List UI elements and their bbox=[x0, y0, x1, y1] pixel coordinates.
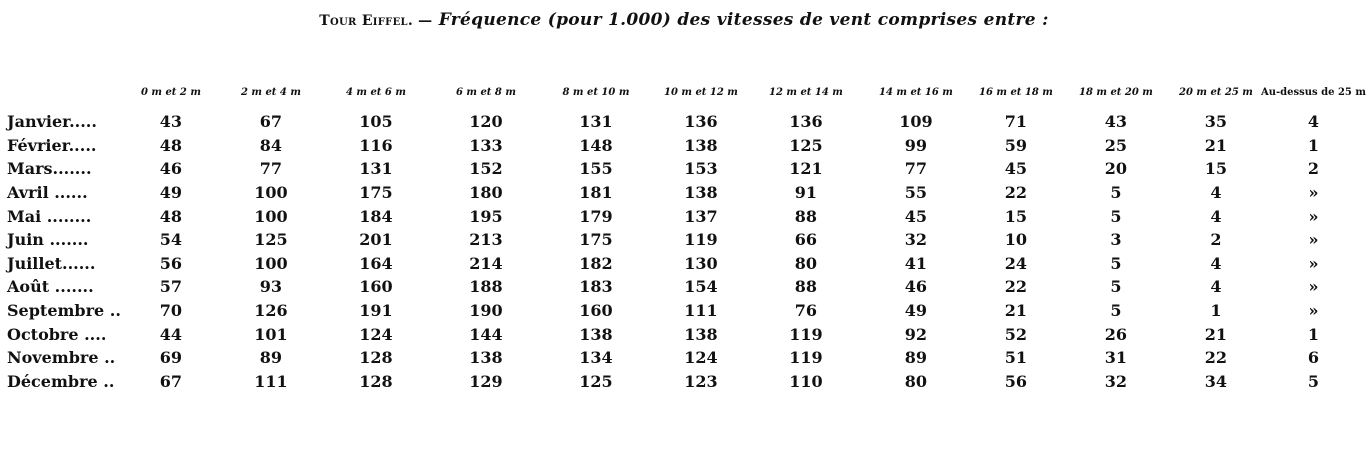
month-cell: Janvier..... bbox=[7, 112, 97, 132]
value-cell: 46 bbox=[904, 277, 928, 297]
value-cell: 57 bbox=[159, 277, 183, 297]
column-header: 6 m et 8 m bbox=[455, 87, 516, 98]
value-cell: 56 bbox=[1004, 371, 1028, 391]
value-cell: 128 bbox=[359, 371, 393, 391]
value-cell: 80 bbox=[904, 371, 928, 391]
month-cell: Février..... bbox=[7, 135, 97, 155]
value-cell: 126 bbox=[254, 301, 288, 321]
value-cell: 190 bbox=[469, 301, 503, 321]
value-cell: 182 bbox=[579, 253, 613, 273]
value-cell: 100 bbox=[254, 206, 288, 226]
value-cell: 15 bbox=[1004, 206, 1028, 226]
value-cell: 195 bbox=[469, 206, 503, 226]
value-cell: 129 bbox=[469, 371, 503, 391]
value-cell: 1 bbox=[1307, 324, 1319, 344]
value-cell: 4 bbox=[1210, 206, 1222, 226]
value-cell: 125 bbox=[254, 230, 288, 250]
column-header: 4 m et 6 m bbox=[345, 87, 406, 98]
value-cell: 191 bbox=[359, 301, 393, 321]
header-row bbox=[4, 72, 1366, 110]
value-cell: 22 bbox=[1004, 277, 1028, 297]
value-cell: 71 bbox=[1004, 112, 1028, 132]
value-cell: 124 bbox=[684, 348, 718, 368]
column-header: Au-dessus de 25 m bbox=[1260, 87, 1366, 98]
value-cell: 43 bbox=[159, 112, 183, 132]
value-cell: 119 bbox=[789, 324, 823, 344]
value-cell: » bbox=[1308, 277, 1319, 297]
column-header: 8 m et 10 m bbox=[562, 87, 630, 98]
value-cell: 5 bbox=[1110, 183, 1122, 203]
value-cell: 105 bbox=[359, 112, 393, 132]
value-cell: 154 bbox=[684, 277, 718, 297]
value-cell: 21 bbox=[1004, 301, 1028, 321]
month-cell: Avril ...... bbox=[7, 183, 88, 203]
value-cell: 56 bbox=[159, 253, 183, 273]
value-cell: 99 bbox=[904, 135, 928, 155]
value-cell: 111 bbox=[684, 301, 718, 321]
value-cell: 4 bbox=[1210, 277, 1222, 297]
value-cell: 35 bbox=[1204, 112, 1228, 132]
value-cell: 1 bbox=[1307, 135, 1319, 155]
value-cell: 88 bbox=[794, 206, 818, 226]
column-header: 16 m et 18 m bbox=[978, 87, 1053, 98]
header-month bbox=[4, 72, 121, 110]
value-cell: 1 bbox=[1210, 301, 1222, 321]
value-cell: 175 bbox=[359, 183, 393, 203]
value-cell: 69 bbox=[159, 348, 183, 368]
month-cell: Décembre .. bbox=[7, 371, 115, 391]
value-cell: 21 bbox=[1204, 324, 1228, 344]
column-header: 12 m et 14 m bbox=[768, 87, 843, 98]
value-cell: 111 bbox=[254, 371, 288, 391]
value-cell: 3 bbox=[1110, 230, 1122, 250]
value-cell: » bbox=[1308, 230, 1319, 250]
wind-frequency-table bbox=[4, 72, 1366, 393]
value-cell: 153 bbox=[684, 159, 718, 179]
value-cell: 144 bbox=[469, 324, 503, 344]
value-cell: 70 bbox=[159, 301, 183, 321]
value-cell: 51 bbox=[1004, 348, 1028, 368]
value-cell: 5 bbox=[1110, 301, 1122, 321]
value-cell: 49 bbox=[159, 183, 183, 203]
column-header: 14 m et 16 m bbox=[878, 87, 953, 98]
value-cell: 24 bbox=[1004, 253, 1028, 273]
value-cell: 124 bbox=[359, 324, 393, 344]
table-body bbox=[4, 110, 1366, 393]
value-cell: 48 bbox=[159, 206, 183, 226]
value-cell: 22 bbox=[1004, 183, 1028, 203]
value-cell: 100 bbox=[254, 253, 288, 273]
value-cell: 138 bbox=[469, 348, 503, 368]
value-cell: 48 bbox=[159, 135, 183, 155]
value-cell: » bbox=[1308, 206, 1319, 226]
value-cell: 20 bbox=[1104, 159, 1128, 179]
value-cell: 188 bbox=[469, 277, 503, 297]
value-cell: 54 bbox=[159, 230, 183, 250]
month-cell: Août ....... bbox=[7, 277, 94, 297]
table-row bbox=[4, 134, 1366, 158]
value-cell: 155 bbox=[579, 159, 613, 179]
table-row bbox=[4, 110, 1366, 134]
table-row bbox=[4, 228, 1366, 252]
table-row bbox=[4, 346, 1366, 370]
value-cell: 119 bbox=[789, 348, 823, 368]
table-title bbox=[0, 10, 1368, 30]
value-cell: 201 bbox=[359, 230, 393, 250]
value-cell: 136 bbox=[684, 112, 718, 132]
value-cell: 184 bbox=[359, 206, 393, 226]
value-cell: 43 bbox=[1104, 112, 1128, 132]
value-cell: 4 bbox=[1210, 183, 1222, 203]
value-cell: 92 bbox=[904, 324, 928, 344]
value-cell: 136 bbox=[789, 112, 823, 132]
value-cell: 66 bbox=[794, 230, 818, 250]
value-cell: 138 bbox=[579, 324, 613, 344]
value-cell: 34 bbox=[1204, 371, 1228, 391]
value-cell: 21 bbox=[1204, 135, 1228, 155]
value-cell: 123 bbox=[684, 371, 718, 391]
value-cell: 125 bbox=[789, 135, 823, 155]
value-cell: 32 bbox=[904, 230, 928, 250]
value-cell: » bbox=[1308, 301, 1319, 321]
table-row bbox=[4, 204, 1366, 228]
column-header: 18 m et 20 m bbox=[1078, 87, 1153, 98]
value-cell: 133 bbox=[469, 135, 503, 155]
value-cell: 116 bbox=[359, 135, 393, 155]
value-cell: 45 bbox=[1004, 159, 1028, 179]
table-row bbox=[4, 181, 1366, 205]
value-cell: 77 bbox=[259, 159, 283, 179]
value-cell: 67 bbox=[259, 112, 283, 132]
value-cell: 67 bbox=[159, 371, 183, 391]
value-cell: 138 bbox=[684, 324, 718, 344]
value-cell: 131 bbox=[359, 159, 393, 179]
value-cell: 121 bbox=[789, 159, 823, 179]
month-cell: Mars....... bbox=[7, 159, 92, 179]
month-cell: Novembre .. bbox=[7, 348, 116, 368]
value-cell: 49 bbox=[904, 301, 928, 321]
value-cell: 120 bbox=[469, 112, 503, 132]
value-cell: 138 bbox=[684, 183, 718, 203]
value-cell: 80 bbox=[794, 253, 818, 273]
value-cell: 10 bbox=[1004, 230, 1028, 250]
value-cell: 77 bbox=[904, 159, 928, 179]
value-cell: » bbox=[1308, 183, 1319, 203]
value-cell: 130 bbox=[684, 253, 718, 273]
column-header: 20 m et 25 m bbox=[1178, 87, 1253, 98]
value-cell: 31 bbox=[1104, 348, 1128, 368]
month-cell: Juillet...... bbox=[7, 253, 96, 273]
value-cell: » bbox=[1308, 253, 1319, 273]
value-cell: 52 bbox=[1004, 324, 1028, 344]
column-header: 0 m et 2 m bbox=[140, 87, 201, 98]
value-cell: 109 bbox=[899, 112, 933, 132]
table-row bbox=[4, 322, 1366, 346]
value-cell: 25 bbox=[1104, 135, 1128, 155]
value-cell: 138 bbox=[684, 135, 718, 155]
value-cell: 5 bbox=[1110, 253, 1122, 273]
value-cell: 22 bbox=[1204, 348, 1228, 368]
table-row bbox=[4, 275, 1366, 299]
value-cell: 5 bbox=[1307, 371, 1319, 391]
value-cell: 160 bbox=[359, 277, 393, 297]
value-cell: 164 bbox=[359, 253, 393, 273]
value-cell: 2 bbox=[1307, 159, 1319, 179]
value-cell: 89 bbox=[904, 348, 928, 368]
column-header: 10 m et 12 m bbox=[663, 87, 738, 98]
value-cell: 180 bbox=[469, 183, 503, 203]
value-cell: 181 bbox=[579, 183, 613, 203]
value-cell: 46 bbox=[159, 159, 183, 179]
value-cell: 59 bbox=[1004, 135, 1028, 155]
value-cell: 148 bbox=[579, 135, 613, 155]
value-cell: 125 bbox=[579, 371, 613, 391]
value-cell: 134 bbox=[579, 348, 613, 368]
table-row bbox=[4, 252, 1366, 276]
value-cell: 4 bbox=[1210, 253, 1222, 273]
month-cell: Mai ........ bbox=[7, 206, 92, 226]
value-cell: 110 bbox=[789, 371, 823, 391]
value-cell: 55 bbox=[904, 183, 928, 203]
value-cell: 152 bbox=[469, 159, 503, 179]
value-cell: 26 bbox=[1104, 324, 1128, 344]
table-row bbox=[4, 157, 1366, 181]
value-cell: 93 bbox=[259, 277, 283, 297]
value-cell: 5 bbox=[1110, 277, 1122, 297]
value-cell: 5 bbox=[1110, 206, 1122, 226]
title-main: Fréquence (pour 1.000) des vitesses de vent comprises entre : bbox=[438, 10, 1049, 30]
value-cell: 213 bbox=[469, 230, 503, 250]
value-cell: 183 bbox=[579, 277, 613, 297]
value-cell: 179 bbox=[579, 206, 613, 226]
value-cell: 2 bbox=[1210, 230, 1222, 250]
value-cell: 84 bbox=[259, 135, 283, 155]
value-cell: 137 bbox=[684, 206, 718, 226]
value-cell: 45 bbox=[904, 206, 928, 226]
value-cell: 119 bbox=[684, 230, 718, 250]
month-cell: Juin ....... bbox=[7, 230, 89, 250]
value-cell: 175 bbox=[579, 230, 613, 250]
value-cell: 32 bbox=[1104, 371, 1128, 391]
value-cell: 100 bbox=[254, 183, 288, 203]
value-cell: 4 bbox=[1307, 112, 1319, 132]
value-cell: 160 bbox=[579, 301, 613, 321]
value-cell: 41 bbox=[904, 253, 928, 273]
column-header: 2 m et 4 m bbox=[240, 87, 301, 98]
value-cell: 214 bbox=[469, 253, 503, 273]
value-cell: 15 bbox=[1204, 159, 1228, 179]
month-cell: Octobre .... bbox=[7, 324, 107, 344]
value-cell: 6 bbox=[1307, 348, 1319, 368]
table-row bbox=[4, 299, 1366, 323]
value-cell: 44 bbox=[159, 324, 183, 344]
value-cell: 128 bbox=[359, 348, 393, 368]
value-cell: 89 bbox=[259, 348, 283, 368]
value-cell: 88 bbox=[794, 277, 818, 297]
month-cell: Septembre .. bbox=[7, 301, 121, 321]
value-cell: 131 bbox=[579, 112, 613, 132]
title-prefix: Tour Eiffel. — bbox=[319, 13, 433, 29]
table-row bbox=[4, 370, 1366, 394]
value-cell: 76 bbox=[794, 301, 818, 321]
value-cell: 91 bbox=[794, 183, 818, 203]
value-cell: 101 bbox=[254, 324, 288, 344]
